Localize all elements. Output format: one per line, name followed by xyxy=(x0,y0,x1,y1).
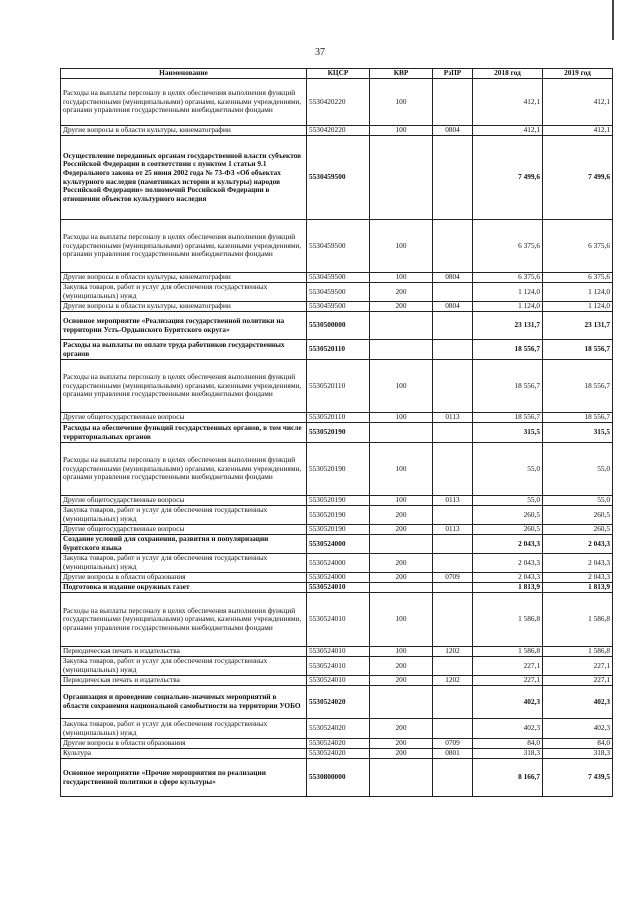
cell-rzpr: 1202 xyxy=(433,676,473,686)
cell-kvr xyxy=(370,136,433,220)
col-header-rzpr: РзПР xyxy=(433,69,473,79)
cell-name: Закупка товаров, работ и услуг для обеспечения государственных (муниципальных) нужд xyxy=(61,554,307,573)
cell-kcsr: 5530520190 xyxy=(307,496,370,506)
cell-name: Расходы на выплаты персоналу в целях обеспечения выполнения функций государственными (муниципальными) органами, казенными учреждениями, органами управления государственными внебюджетными фондами xyxy=(61,79,307,126)
cell-2018: 227,1 xyxy=(473,657,543,676)
cell-2018: 18 556,7 xyxy=(473,360,543,413)
table-row xyxy=(61,749,613,759)
col-header-name: Наименование xyxy=(61,69,307,79)
cell-kvr: 200 xyxy=(370,525,433,535)
cell-2018: 260,5 xyxy=(473,525,543,535)
table-row xyxy=(61,496,613,506)
cell-name: Основное мероприятие «Реализация государственной политики на территории Усть-Ордынского Бурятского округа» xyxy=(61,312,307,340)
cell-2019: 18 556,7 xyxy=(543,360,613,413)
table-row xyxy=(61,573,613,583)
cell-2019: 6 375,6 xyxy=(543,273,613,283)
cell-2019: 1 813,9 xyxy=(543,583,613,593)
cell-kvr: 200 xyxy=(370,719,433,739)
table-row xyxy=(61,535,613,554)
cell-2019: 260,5 xyxy=(543,525,613,535)
cell-name: Другие вопросы в области образования xyxy=(61,739,307,749)
cell-kcsr: 5530524000 xyxy=(307,554,370,573)
cell-2018: 315,5 xyxy=(473,423,543,443)
cell-name: Закупка товаров, работ и услуг для обеспечения государственных (муниципальных) нужд xyxy=(61,657,307,676)
cell-name: Расходы на выплаты персоналу в целях обеспечения выполнения функций государственными (муниципальными) органами, казенными учреждениями, органами управления государственными внебюджетными фондами xyxy=(61,360,307,413)
cell-2019: 412,1 xyxy=(543,79,613,126)
table-row xyxy=(61,79,613,126)
cell-kvr: 100 xyxy=(370,360,433,413)
cell-2019: 84,0 xyxy=(543,739,613,749)
cell-kcsr: 5530459500 xyxy=(307,273,370,283)
cell-kcsr: 5530524010 xyxy=(307,583,370,593)
cell-2019: 55,0 xyxy=(543,443,613,496)
cell-2019: 260,5 xyxy=(543,506,613,525)
cell-2019: 55,0 xyxy=(543,496,613,506)
cell-2018: 2 043,3 xyxy=(473,573,543,583)
cell-kvr: 200 xyxy=(370,283,433,302)
cell-2018: 1 586,8 xyxy=(473,593,543,647)
cell-2019: 402,3 xyxy=(543,686,613,719)
cell-kcsr: 5530520190 xyxy=(307,423,370,443)
cell-kcsr: 5530800000 xyxy=(307,759,370,797)
table-row xyxy=(61,413,613,423)
table-header-row xyxy=(61,69,613,79)
cell-kcsr: 5530459500 xyxy=(307,283,370,302)
cell-2019: 7 439,5 xyxy=(543,759,613,797)
cell-kvr: 100 xyxy=(370,273,433,283)
cell-kvr xyxy=(370,759,433,797)
cell-kcsr: 5530524010 xyxy=(307,657,370,676)
table-row xyxy=(61,583,613,593)
cell-kvr xyxy=(370,340,433,360)
cell-2019: 18 556,7 xyxy=(543,413,613,423)
cell-2018: 55,0 xyxy=(473,496,543,506)
cell-rzpr xyxy=(433,759,473,797)
cell-2019: 6 375,6 xyxy=(543,220,613,273)
cell-kvr: 200 xyxy=(370,506,433,525)
cell-kcsr: 5530459500 xyxy=(307,220,370,273)
table-row xyxy=(61,312,613,340)
cell-kvr: 100 xyxy=(370,443,433,496)
budget-table xyxy=(60,68,613,797)
cell-name: Расходы на выплаты персоналу в целях обеспечения выполнения функций государственными (муниципальными) органами, казенными учреждениями, органами управления государственными внебюджетными фондами xyxy=(61,220,307,273)
col-header-kvr: КВР xyxy=(370,69,433,79)
cell-kcsr: 5530524000 xyxy=(307,573,370,583)
cell-rzpr: 0801 xyxy=(433,749,473,759)
cell-rzpr xyxy=(433,136,473,220)
cell-kvr: 100 xyxy=(370,79,433,126)
col-header-2019: 2019 год xyxy=(543,69,613,79)
cell-rzpr xyxy=(433,312,473,340)
cell-2019: 227,1 xyxy=(543,657,613,676)
table-row xyxy=(61,283,613,302)
cell-kcsr: 5530524000 xyxy=(307,535,370,554)
cell-kvr: 200 xyxy=(370,657,433,676)
cell-name: Расходы на обеспечение функций государственных органов, в том числе территориальных органов xyxy=(61,423,307,443)
cell-2019: 318,3 xyxy=(543,749,613,759)
cell-rzpr: 0113 xyxy=(433,496,473,506)
cell-2018: 402,3 xyxy=(473,719,543,739)
table-row xyxy=(61,126,613,136)
cell-rzpr xyxy=(433,583,473,593)
cell-rzpr: 0804 xyxy=(433,126,473,136)
cell-2018: 227,1 xyxy=(473,676,543,686)
cell-name: Периодическая печать и издательства xyxy=(61,647,307,657)
cell-kvr: 100 xyxy=(370,413,433,423)
cell-kcsr: 5530524010 xyxy=(307,647,370,657)
cell-2018: 23 131,7 xyxy=(473,312,543,340)
cell-2019: 2 043,3 xyxy=(543,554,613,573)
table-row xyxy=(61,759,613,797)
cell-kcsr: 5530524010 xyxy=(307,593,370,647)
cell-2018: 84,0 xyxy=(473,739,543,749)
cell-kvr: 100 xyxy=(370,647,433,657)
cell-name: Другие общегосударственные вопросы xyxy=(61,413,307,423)
table-row xyxy=(61,423,613,443)
cell-kcsr: 5530520190 xyxy=(307,443,370,496)
cell-kcsr: 5530524020 xyxy=(307,749,370,759)
cell-kvr: 100 xyxy=(370,496,433,506)
cell-2019: 7 499,6 xyxy=(543,136,613,220)
cell-rzpr xyxy=(433,554,473,573)
cell-kcsr: 5530520190 xyxy=(307,525,370,535)
cell-name: Другие вопросы в области культуры, кинематографии xyxy=(61,126,307,136)
cell-rzpr xyxy=(433,686,473,719)
cell-kcsr: 5530520190 xyxy=(307,506,370,525)
cell-2019: 1 586,8 xyxy=(543,647,613,657)
cell-rzpr xyxy=(433,360,473,413)
cell-kcsr: 5530520110 xyxy=(307,413,370,423)
cell-name: Расходы на выплаты по оплате труда работников государственных органов xyxy=(61,340,307,360)
cell-kvr: 200 xyxy=(370,302,433,312)
cell-name: Расходы на выплаты персоналу в целях обеспечения выполнения функций государственными (муниципальными) органами, казенными учреждениями, органами управления государственными внебюджетными фондами xyxy=(61,593,307,647)
cell-2019: 315,5 xyxy=(543,423,613,443)
cell-kvr: 200 xyxy=(370,676,433,686)
cell-kvr: 200 xyxy=(370,554,433,573)
col-header-kcsr: КЦСР xyxy=(307,69,370,79)
col-header-2018: 2018 год xyxy=(473,69,543,79)
cell-2018: 1 586,8 xyxy=(473,647,543,657)
cell-kcsr: 5530524020 xyxy=(307,686,370,719)
cell-kvr: 100 xyxy=(370,126,433,136)
cell-kcsr: 5530524020 xyxy=(307,719,370,739)
cell-name: Основное мероприятие «Прочие мероприятия по реализации государственной политики в сфере культуры» xyxy=(61,759,307,797)
cell-2019: 2 043,3 xyxy=(543,535,613,554)
cell-rzpr: 0709 xyxy=(433,739,473,749)
cell-name: Другие общегосударственные вопросы xyxy=(61,496,307,506)
cell-name: Организация и проведение социально-значимых мероприятий в области сохранения национальной самобытности на территории УОБО xyxy=(61,686,307,719)
table-row xyxy=(61,340,613,360)
table-row xyxy=(61,686,613,719)
cell-kcsr: 5530500000 xyxy=(307,312,370,340)
cell-rzpr xyxy=(433,220,473,273)
cell-name: Другие вопросы в области образования xyxy=(61,573,307,583)
table-row xyxy=(61,220,613,273)
table-row xyxy=(61,593,613,647)
cell-kvr: 100 xyxy=(370,220,433,273)
table-row xyxy=(61,506,613,525)
cell-name: Создание условий для сохранения, развития и популяризации бурятского языка xyxy=(61,535,307,554)
cell-rzpr xyxy=(433,423,473,443)
cell-2018: 412,1 xyxy=(473,126,543,136)
table-row xyxy=(61,525,613,535)
cell-2018: 6 375,6 xyxy=(473,220,543,273)
cell-2019: 402,3 xyxy=(543,719,613,739)
cell-kcsr: 5530524020 xyxy=(307,739,370,749)
cell-2018: 6 375,6 xyxy=(473,273,543,283)
table-row xyxy=(61,657,613,676)
cell-kcsr: 5530420220 xyxy=(307,79,370,126)
cell-2018: 8 166,7 xyxy=(473,759,543,797)
cell-2019: 18 556,7 xyxy=(543,340,613,360)
cell-2019: 412,1 xyxy=(543,126,613,136)
cell-rzpr xyxy=(433,535,473,554)
table-row xyxy=(61,676,613,686)
cell-2018: 318,3 xyxy=(473,749,543,759)
cell-name: Закупка товаров, работ и услуг для обеспечения государственных (муниципальных) нужд xyxy=(61,719,307,739)
cell-kvr: 100 xyxy=(370,593,433,647)
cell-2019: 2 043,3 xyxy=(543,573,613,583)
table-row xyxy=(61,647,613,657)
cell-2018: 18 556,7 xyxy=(473,413,543,423)
cell-rzpr: 0113 xyxy=(433,413,473,423)
cell-kcsr: 5530420220 xyxy=(307,126,370,136)
cell-rzpr xyxy=(433,657,473,676)
cell-kvr: 200 xyxy=(370,739,433,749)
cell-kcsr: 5530524010 xyxy=(307,676,370,686)
table-row xyxy=(61,360,613,413)
cell-rzpr: 1202 xyxy=(433,647,473,657)
cell-2019: 23 131,7 xyxy=(543,312,613,340)
cell-rzpr: 0804 xyxy=(433,273,473,283)
cell-rzpr xyxy=(433,593,473,647)
cell-2019: 1 586,8 xyxy=(543,593,613,647)
cell-2018: 2 043,3 xyxy=(473,535,543,554)
table-row xyxy=(61,719,613,739)
cell-2019: 227,1 xyxy=(543,676,613,686)
cell-2018: 1 813,9 xyxy=(473,583,543,593)
cell-kcsr: 5530459500 xyxy=(307,302,370,312)
cell-name: Расходы на выплаты персоналу в целях обеспечения выполнения функций государственными (муниципальными) органами, казенными учреждениями, органами управления государственными внебюджетными фондами xyxy=(61,443,307,496)
cell-kvr: 200 xyxy=(370,749,433,759)
cell-2018: 1 124,0 xyxy=(473,302,543,312)
cell-rzpr xyxy=(433,340,473,360)
cell-kvr xyxy=(370,423,433,443)
cell-kvr xyxy=(370,686,433,719)
cell-rzpr: 0709 xyxy=(433,573,473,583)
cell-name: Другие общегосударственные вопросы xyxy=(61,525,307,535)
cell-name: Культура xyxy=(61,749,307,759)
cell-rzpr xyxy=(433,443,473,496)
cell-rzpr xyxy=(433,719,473,739)
cell-kvr: 200 xyxy=(370,573,433,583)
cell-name: Закупка товаров, работ и услуг для обеспечения государственных (муниципальных) нужд xyxy=(61,283,307,302)
table-row xyxy=(61,302,613,312)
cell-2018: 7 499,6 xyxy=(473,136,543,220)
cell-2018: 18 556,7 xyxy=(473,340,543,360)
table-row xyxy=(61,554,613,573)
cell-rzpr: 0804 xyxy=(433,302,473,312)
table-row xyxy=(61,739,613,749)
cell-2018: 2 043,3 xyxy=(473,554,543,573)
table-row xyxy=(61,136,613,220)
table-row xyxy=(61,273,613,283)
cell-2018: 412,1 xyxy=(473,79,543,126)
cell-name: Другие вопросы в области культуры, кинематографии xyxy=(61,302,307,312)
cell-rzpr xyxy=(433,506,473,525)
cell-rzpr xyxy=(433,79,473,126)
scan-edge-line xyxy=(612,0,614,40)
cell-2018: 402,3 xyxy=(473,686,543,719)
cell-name: Осуществление переданных органам государственной власти субъектов Российской Федерации в соответствии с пунктом 1 статьи 9.1 Федерального закона от 25 июня 2002 года № 73-ФЗ «Об объектах культурного наследия (памятниках истории и культуры) народов Российской Федерации» полномочий Российской Федерации в отношении объектов культурного наследия xyxy=(61,136,307,220)
cell-2019: 1 124,0 xyxy=(543,302,613,312)
cell-2018: 260,5 xyxy=(473,506,543,525)
cell-kvr xyxy=(370,312,433,340)
cell-rzpr xyxy=(433,283,473,302)
cell-name: Периодическая печать и издательства xyxy=(61,676,307,686)
cell-kcsr: 5530520110 xyxy=(307,360,370,413)
cell-kvr xyxy=(370,535,433,554)
cell-name: Другие вопросы в области культуры, кинематографии xyxy=(61,273,307,283)
cell-2018: 55,0 xyxy=(473,443,543,496)
table-row xyxy=(61,443,613,496)
cell-kcsr: 5530520110 xyxy=(307,340,370,360)
page-number: 37 xyxy=(315,47,325,58)
cell-kvr xyxy=(370,583,433,593)
cell-2018: 1 124,0 xyxy=(473,283,543,302)
cell-rzpr: 0113 xyxy=(433,525,473,535)
cell-name: Закупка товаров, работ и услуг для обеспечения государственных (муниципальных) нужд xyxy=(61,506,307,525)
cell-2019: 1 124,0 xyxy=(543,283,613,302)
cell-kcsr: 5530459500 xyxy=(307,136,370,220)
cell-name: Подготовка и издание окружных газет xyxy=(61,583,307,593)
